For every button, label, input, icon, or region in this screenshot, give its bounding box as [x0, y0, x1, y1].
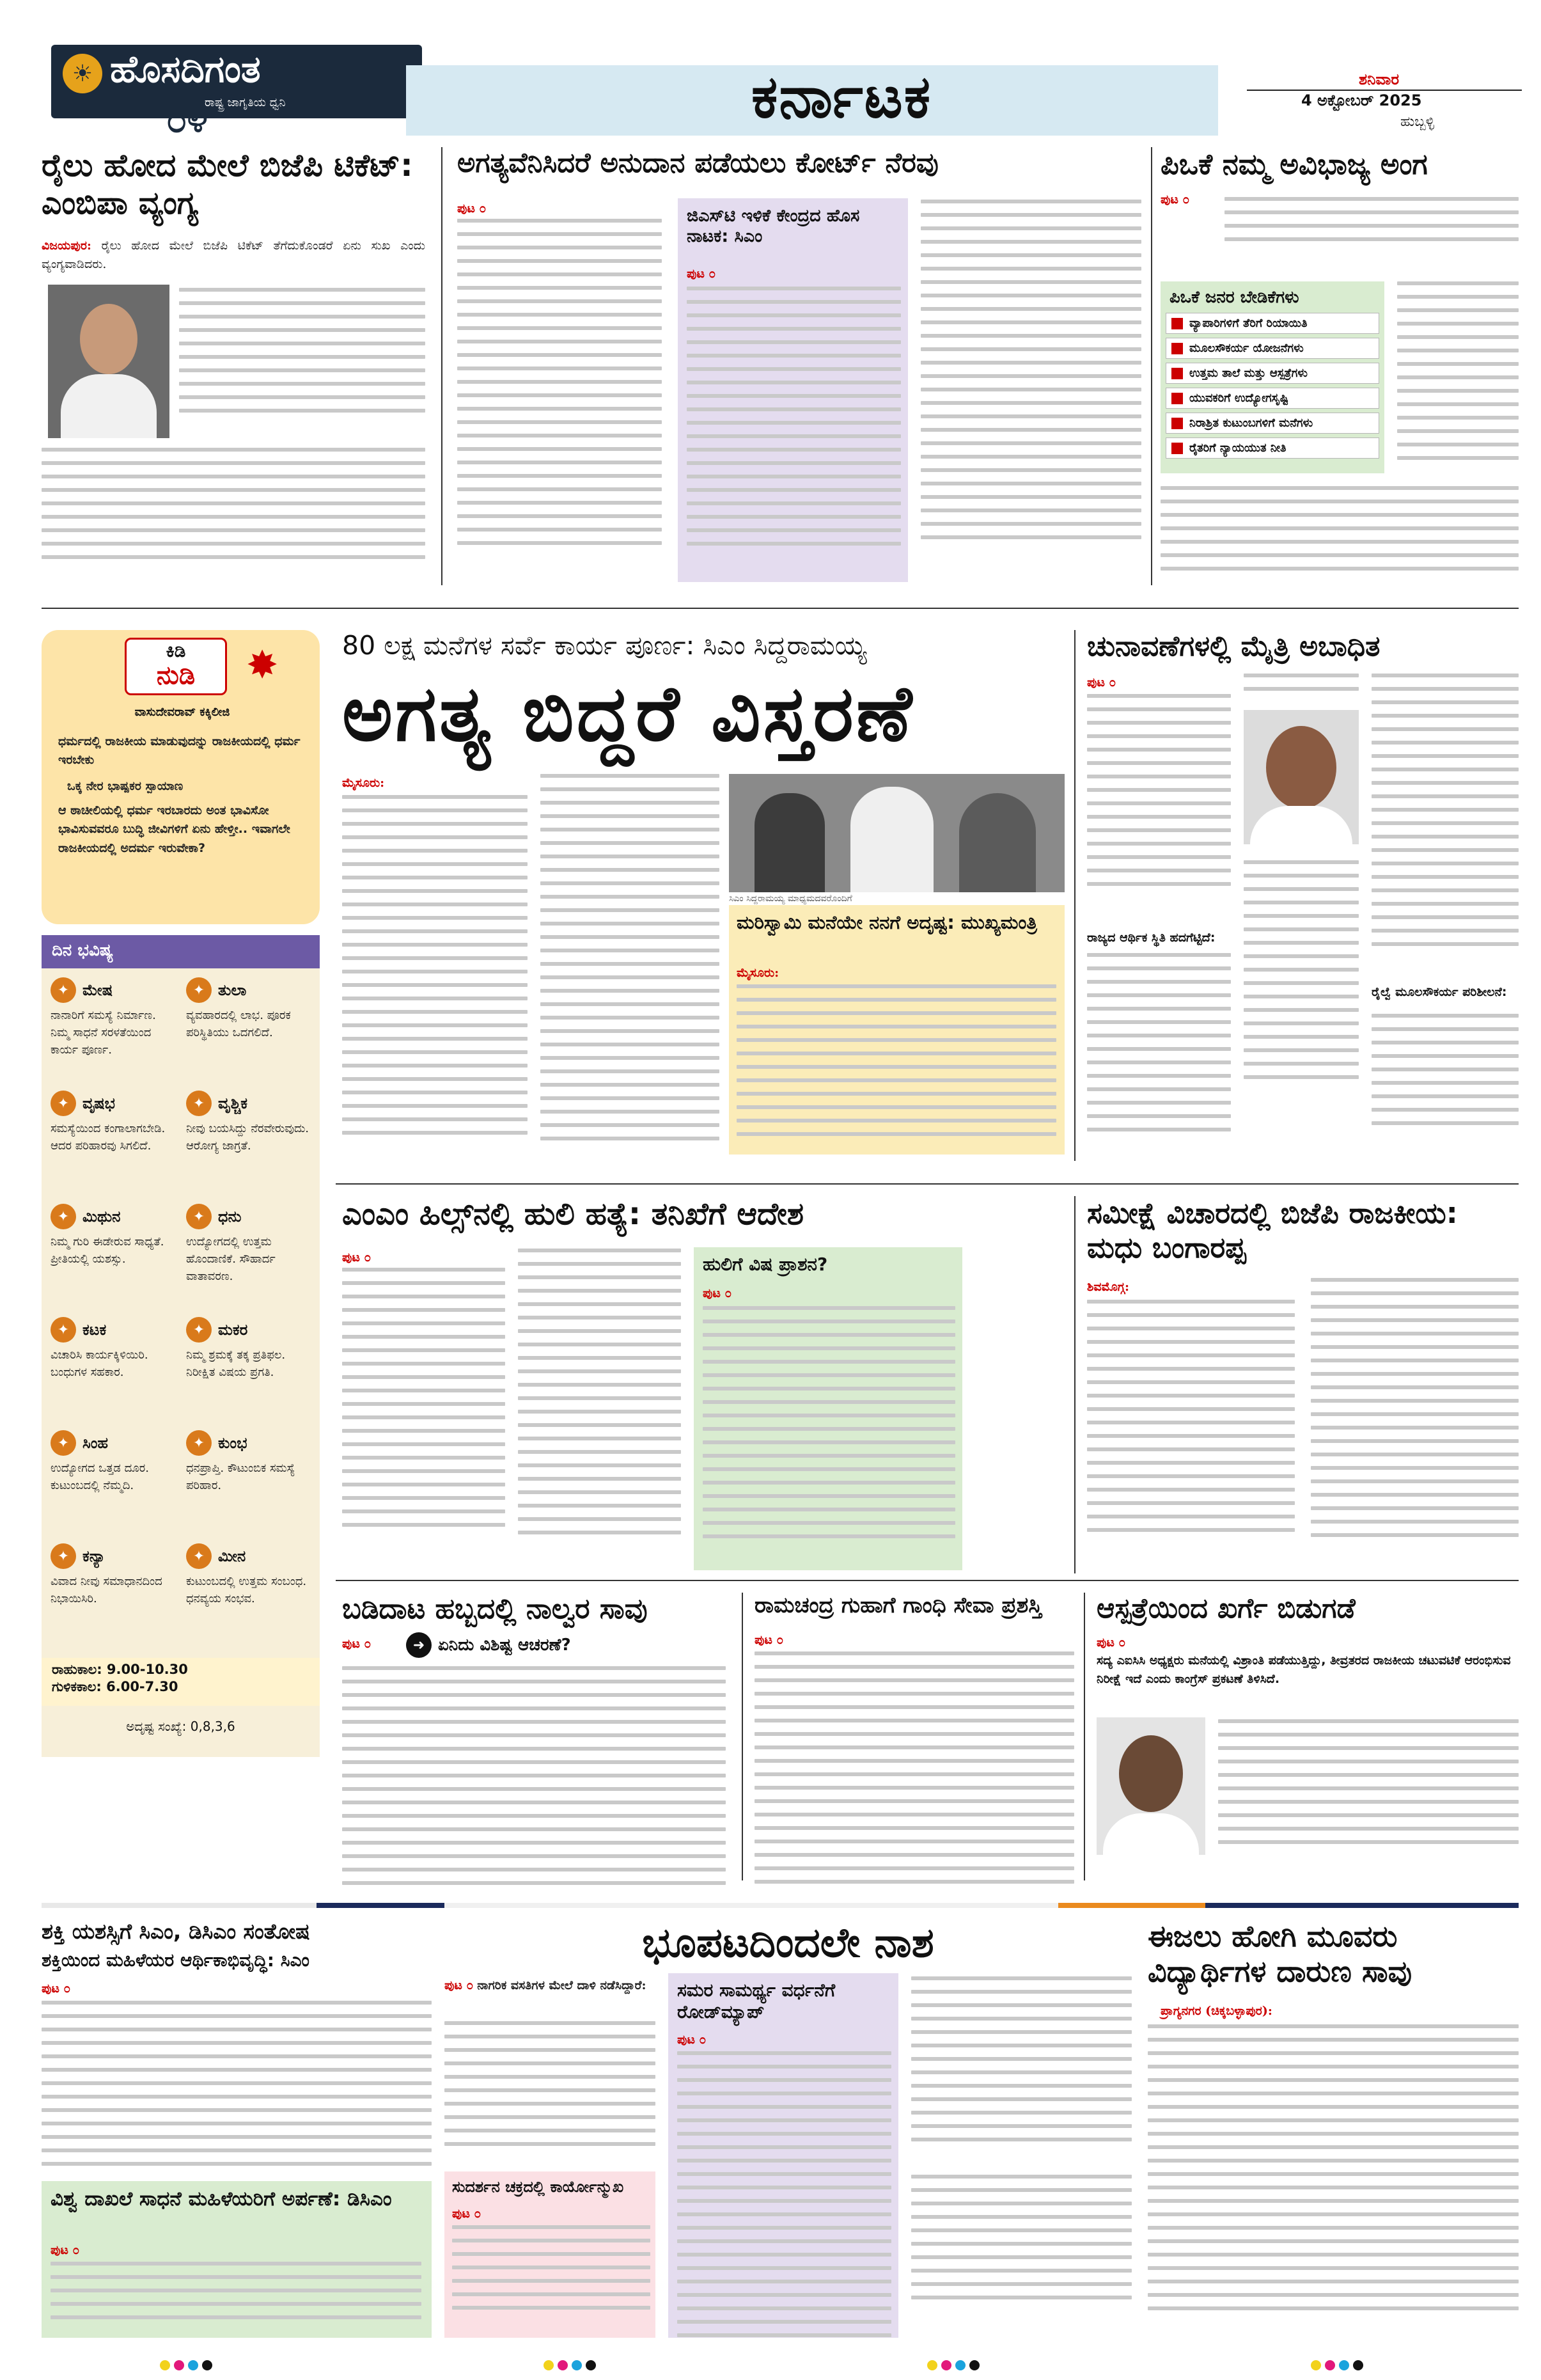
- horoscope-sign-name: ಕಟಕ: [82, 1321, 107, 1339]
- deve-gowda-photo: [1244, 710, 1359, 844]
- registration-marks: [544, 2360, 596, 2370]
- column-rule: [1074, 630, 1076, 1161]
- body-text-lines: [540, 774, 719, 1150]
- registration-marks: [160, 2360, 212, 2370]
- roadmap-headline: ಸಮರ ಸಾಮರ್ಥ್ಯ ವರ್ಧನೆಗೆ ರೋಡ್‌ಮ್ಯಾಪ್: [677, 1980, 836, 2022]
- body-text-lines: [179, 288, 425, 422]
- section-title: ಕರ್ನಾಟಕ: [751, 63, 932, 131]
- body-text-lines: [342, 795, 528, 1144]
- story-women: [42, 1919, 432, 2341]
- horoscope-text: ಸಮಸ್ಯೆಯಿಂದ ಕಂಗಾಲಾಗಬೇಡಿ. ಆದರ ಪರಿಹಾರವು ಸಿಗಲಿದೆ.: [51, 1122, 166, 1153]
- sudarshan-dateline-line: [452, 2205, 481, 2223]
- masthead-rule: [1247, 90, 1522, 91]
- horoscope-entry: [186, 1091, 311, 1195]
- body-text-lines: [518, 1249, 681, 1544]
- story-headline: ಸಮೀಕ್ಷೆ ವಿಚಾರದಲ್ಲಿ ಬಿಜೆಪಿ ರಾಜಕೀಯ: ಮಧು ಬಂಗಾರಪ್ಪ: [1087, 1196, 1458, 1265]
- kidi-author: ವಾಸುದೇವರಾವ್ ಕಕ್ಕಿಲೀಜಿ: [134, 705, 230, 719]
- horoscope-sign: [186, 1317, 311, 1343]
- body-text-lines: [342, 1268, 505, 1536]
- horoscope-title: ದಿನ ಭವಿಷ್ಯ: [52, 941, 114, 960]
- roadmap-text-lines: [677, 2051, 891, 2347]
- horoscope-text: ನಿಮ್ಮ ಗುರಿ ಈಡೇರುವ ಸಾಧ್ಯತೆ. ಪ್ರೀತಿಯಲ್ಲಿ ಯಶಸ್ಸು.: [51, 1235, 164, 1266]
- deaths-sub: [406, 1632, 571, 1658]
- horoscope-sign: [186, 1204, 311, 1229]
- body-text-lines: [42, 2001, 432, 2175]
- sudarshan-box: [444, 2171, 655, 2338]
- kidi-line: ಒಕ್ಕ ನೇರ ಭಾಷ್ಪಕರ ಸ್ಪಾಯಾಣ: [67, 779, 184, 793]
- horoscope-sign: [51, 1543, 175, 1569]
- zodiac-icon: ✦: [51, 1543, 76, 1569]
- story-dateline-line: [342, 1635, 371, 1653]
- photo-face-shape: [1266, 726, 1336, 809]
- demand-item: ನಿರಾಶ್ರಿತ ಕುಟುಂಬಗಳಿಗೆ ಮನೆಗಳು: [1166, 413, 1379, 434]
- poison-box: [694, 1247, 962, 1570]
- kharge-photo: [1097, 1717, 1205, 1855]
- bullet-icon: [1171, 343, 1183, 354]
- story-dateline: ಪುಟ ೦: [42, 1982, 71, 1996]
- zodiac-icon: ✦: [51, 1317, 76, 1343]
- column-rule: [742, 1593, 743, 1880]
- story-dateline: ಪುಟ ೦: [1097, 1635, 1126, 1650]
- horoscope-text: ನಿಮ್ಮ ಶ್ರಮಕ್ಕೆ ತಕ್ಕ ಪ್ರತಿಫಲ. ನಿರೀಕ್ಷಿತ ವಿಷಯ ಪ್ರಗತಿ.: [186, 1348, 286, 1379]
- horoscope-sign-name: ಮೇಷ: [82, 981, 113, 999]
- horoscope-sign: [51, 1204, 175, 1229]
- lead-photo: [729, 774, 1065, 892]
- body-text-lines: [1372, 1014, 1519, 1135]
- color-bar: [317, 1903, 444, 1908]
- roadmap-dateline: ಪುಟ ೦: [677, 2033, 707, 2047]
- photo-people-shape: [850, 787, 934, 892]
- horoscope-entry: [51, 1317, 175, 1421]
- row-rule: [336, 1183, 1519, 1185]
- story-headline: ಆಸ್ಪತ್ರೆಯಿಂದ ಖರ್ಗೆ ಬಿಡುಗಡೆ: [1097, 1593, 1356, 1625]
- horoscope-entry: [186, 1430, 311, 1534]
- photo-caption: ಸಿಎಂ ಸಿದ್ದರಾಮಯ್ಯ ಮಾಧ್ಯಮದವರೊಂದಿಗೆ: [729, 894, 852, 904]
- gst-sidebar: [678, 198, 908, 582]
- horoscope-text: ವಿವಾದ ನೀವು ಸಮಾಧಾನದಿಂದ ನಿಭಾಯಿಸಿರಿ.: [51, 1575, 162, 1605]
- masthead-logo: [51, 45, 422, 118]
- kidi-line: ಆ ಠಾಚೀಲಿಯಲ್ಲಿ ಧರ್ಮ ಇರಬಾರದು ಅಂತ ಭಾವಿಸೋ ಭಾವಿಸುವವರೂ ಬುದ್ಧಿ ಜೀವಿಗಳಿಗೆ ಏನು ಹೇಳ್ತೀ.. ಇವಾಗಲೇ ರಾಜಕೀಯದಲ್ಲಿ ಅದರ್ಮ ಇರುವೇಕಾ?: [58, 803, 290, 855]
- kidi-title-main: ನುಡಿ: [156, 661, 196, 691]
- demand-item: ರೈತರಿಗೆ ನ್ಯಾಯಯುತ ನೀತಿ: [1166, 437, 1379, 459]
- horoscope-text: ಉದ್ಯೋಗದ ಒತ್ತಡ ದೂರ. ಕುಟುಂಬದಲ್ಲಿ ನೆಮ್ಮದಿ.: [51, 1462, 149, 1492]
- horoscope-sign: [186, 1091, 311, 1116]
- lead-sub-dateline-line: [737, 964, 779, 982]
- story-lead-text: ರೈಲು ಹೋದ ಮೇಲೆ ಬಿಜೆಪಿ ಟಿಕೆಟ್ ತೆಗೆದುಕೊಂಡರೆ ಏನು ಸುಖ ಎಂದು ವ್ಯಂಗ್ಯವಾಡಿದರು.: [42, 239, 425, 272]
- horoscope-text: ನಾನಾರಿಗೆ ಸಮಸ್ಯೆ ನಿರ್ಮಾಣ. ನಿಮ್ಮ ಸಾಧನೆ ಸರಳತೆಯಿಂದ ಕಾರ್ಯ ಪೂರ್ಣ.: [51, 1009, 156, 1057]
- body-text-lines: [1161, 486, 1519, 580]
- body-text-lines: [1087, 694, 1231, 895]
- photo-people-shape: [959, 793, 1036, 892]
- story-survey: [1087, 1196, 1519, 1580]
- kidi-title-top: ಕಿಡಿ: [166, 640, 186, 661]
- story-dateline: ಪುಟ ೦: [342, 1250, 372, 1265]
- poison-dateline: ಪುಟ ೦: [703, 1286, 732, 1300]
- photo-people-shape: [755, 793, 825, 892]
- women-box-dateline-line: [51, 2241, 79, 2260]
- horoscope-entry: [186, 977, 311, 1082]
- kidi-nudi-box: [42, 630, 320, 924]
- lead-sub-headline: ಮರಿಸ್ವಾಮಿ ಮನೆಯೇ ನನಗೆ ಅದೃಷ್ಟ: ಮುಖ್ಯಮಂತ್ರಿ: [737, 911, 1037, 933]
- story-tiger: [336, 1196, 1071, 1580]
- horoscope-sign-name: ಮಿಥುನ: [82, 1208, 121, 1225]
- logo-emblem-icon: ☀: [63, 54, 102, 93]
- lead-headline: ಅಗತ್ಯ ಬಿದ್ದರೆ ವಿಸ್ತರಣೆ: [342, 670, 915, 759]
- women-box-headline: ವಿಶ್ವ ದಾಖಲೆ ಸಾಧನೆ ಮಹಿಳೆಯರಿಗೆ ಅರ್ಪಣೆ: ಡಿಸಿಎಂ: [51, 2187, 392, 2211]
- photo-face-shape: [80, 304, 137, 374]
- sidebar-dateline-line: [687, 265, 716, 283]
- body-text-lines: [911, 2175, 1132, 2299]
- sudarshan-text-lines: [452, 2225, 650, 2319]
- body-text-lines: [342, 1666, 726, 1895]
- roadmap-box: [668, 1973, 898, 2338]
- horoscope-sign: [51, 977, 175, 1003]
- page-number: ೦೪: [166, 97, 208, 141]
- map-extra-text: [911, 2175, 1132, 2309]
- horoscope-text: ವ್ಯವಹಾರದಲ್ಲಿ ಲಾಭ. ಪೂರಕ ಪರಿಸ್ಥಿತಿಯು ಒದಗಲಿದೆ.: [186, 1009, 291, 1039]
- story-dateline: ಪುಟ ೦: [755, 1633, 784, 1647]
- story-rail: [42, 147, 425, 588]
- story-dateline-line: [1097, 1634, 1125, 1652]
- zodiac-icon: ✦: [186, 1204, 212, 1229]
- body-text-lines: [1148, 2024, 1519, 2320]
- poison-dateline-line: [703, 1284, 731, 1303]
- zodiac-icon: ✦: [51, 977, 76, 1003]
- horoscope-entry: [51, 1091, 175, 1195]
- bullet-icon: [1171, 368, 1183, 379]
- color-bar: [1205, 1903, 1519, 1908]
- sidebar-dateline: ಪುಟ ೦: [687, 267, 716, 281]
- story-dateline: ಪುಟ ೦: [1087, 675, 1116, 690]
- horoscope-entry: [186, 1204, 311, 1308]
- bullet-icon: [1171, 318, 1183, 329]
- color-bar: [1058, 1903, 1205, 1908]
- story-dateline: ಶಿವಮೊಗ್ಗ:: [1087, 1280, 1130, 1294]
- horoscope-right-column: [186, 977, 311, 1657]
- gulika: ಗುಳಿಕಕಾಲ: 6.00-7.30: [52, 1679, 178, 1694]
- horoscope-text: ಕುಟುಂಬದಲ್ಲಿ ಉತ್ತಮ ಸಂಬಂಧ. ಧನವ್ಯಯ ಸಂಭವ.: [186, 1575, 307, 1605]
- body-text-lines: [1372, 674, 1519, 956]
- body-text-lines: [457, 219, 662, 555]
- horoscope-sign-name: ಮಕರ: [218, 1321, 248, 1339]
- story-dateline-line: [457, 200, 662, 218]
- story-kharge: [1097, 1593, 1519, 1887]
- horoscope-sign: [186, 1430, 311, 1456]
- lucky-number: ಅದೃಷ್ಟ ಸಂಖ್ಯೆ: 0,8,3,6: [126, 1719, 235, 1734]
- kharge-lead: ಸದ್ಯ ಎಐಸಿಸಿ ಅಧ್ಯಕ್ಷರು ಮನೆಯಲ್ಲಿ ವಿಶ್ರಾಂತಿ ಪಡೆಯುತ್ತಿದ್ದು, ತೀವ್ರತರದ ರಾಜಕೀಯ ಚಟುವಟಿಕೆ ಆರಂಭಿಸುವ ನಿರೀಕ್ಷೆ ಇದೆ ಎಂದು ಕಾಂಗ್ರೆಸ್ ಪ್ರಕಟಣೆ ತಿಳಿಸಿದೆ.: [1097, 1653, 1511, 1686]
- story-grants: [457, 147, 1141, 588]
- horoscope-sign-name: ವೃಷಭ: [82, 1094, 115, 1112]
- row-rule: [42, 608, 1519, 609]
- body-text-lines: [1087, 1300, 1295, 1541]
- horoscope-entry: [186, 1317, 311, 1421]
- poison-text-lines: [703, 1306, 955, 1548]
- horoscope-entry: [51, 1430, 175, 1534]
- story-kicker: ಶಕ್ತಿ ಯಶಸ್ಸಿಗೆ ಸಿಎಂ, ಡಿಸಿಎಂ ಸಂತೋಷ: [42, 1919, 310, 1944]
- spark-icon: ✸: [246, 643, 279, 688]
- horoscope-sign-name: ಧನು: [218, 1208, 242, 1225]
- body-text-lines: [911, 1976, 1132, 2151]
- bullet-icon: [1171, 393, 1183, 404]
- story-dateline-line: [342, 1249, 371, 1267]
- lead-sub-dateline: ಮೈಸೂರು:: [737, 966, 779, 980]
- logo-text: ಹೊಸದಿಗಂತ: [110, 47, 261, 91]
- horoscope-entry: [51, 1204, 175, 1308]
- masthead: [32, 26, 1522, 144]
- horoscope-entry: [51, 1543, 175, 1648]
- horoscope-text: ವಿಚಾರಿಸಿ ಕಾರ್ಯಕ್ಕಿಳಿಯಿರಿ. ಬಂಧುಗಳ ಸಹಕಾರ.: [51, 1348, 148, 1379]
- horoscope-text: ಉದ್ಯೋಗದಲ್ಲಿ ಉತ್ತಮ ಹೊಂದಾಣಿಕೆ. ಸೌಹಾರ್ದ ವಾತಾವರಣ.: [186, 1235, 276, 1283]
- horoscope-left-column: [51, 977, 175, 1657]
- lead-kicker: 80 ಲಕ್ಷ ಮನೆಗಳ ಸರ್ವೆ ಕಾರ್ಯ ಪೂರ್ಣ: ಸಿಎಂ ಸಿದ್ದರಾಮಯ್ಯ: [342, 630, 867, 661]
- horoscope-sign: [51, 1317, 175, 1343]
- horoscope-sign-name: ತುಲಾ: [218, 981, 247, 999]
- women-box-dateline: ಪುಟ ೦: [51, 2243, 80, 2257]
- story-headline: ಎಂಎಂ ಹಿಲ್ಸ್‌ನಲ್ಲಿ ಹುಲಿ ಹತ್ಯೆ: ತನಿಖೆಗೆ ಆದೇಶ: [342, 1196, 804, 1232]
- horoscope-text: ಧನಪ್ರಾಪ್ತಿ. ಕೌಟುಂಬಿಕ ಸಮಸ್ಯೆ ಪರಿಹಾರ.: [186, 1462, 295, 1492]
- bullet-icon: [1171, 443, 1183, 454]
- story-headline: ಶಕ್ತಿಯಿಂದ ಮಹಿಳೆಯರ ಆರ್ಥಿಕಾಭಿವೃದ್ಧಿ: ಸಿಎಂ: [42, 1950, 309, 1971]
- horoscope-box: [42, 935, 320, 1757]
- story-headline: ರೈಲು ಹೋದ ಮೇಲೆ ಬಿಜೆಪಿ ಟಿಕೆಟ್: ಎಂಬಿಪಾ ವ್ಯಂಗ್ಯ: [42, 147, 413, 221]
- story-dateline-line: [1161, 191, 1189, 209]
- zodiac-icon: ✦: [51, 1091, 76, 1116]
- zodiac-icon: ✦: [186, 1091, 212, 1116]
- bullet-icon: [1171, 418, 1183, 429]
- sudarshan-dateline: ಪುಟ ೦: [452, 2207, 481, 2221]
- demand-item: ಯುವಕರಿಗೆ ಉದ್ಯೋಗಸೃಷ್ಟಿ: [1166, 388, 1379, 409]
- body-text-lines: [1244, 860, 1359, 1089]
- kidi-title: [125, 638, 227, 695]
- horoscope-sign: [186, 977, 311, 1003]
- sudarshan-headline: ಸುದರ್ಶನ ಚಕ್ರದಲ್ಲಿ ಕಾರ್ಯೋನ್ಮುಖ: [452, 2178, 624, 2196]
- poison-box-title: ಹುಲಿಗೆ ವಿಷ ಪ್ರಾಶನ?: [703, 1254, 828, 1275]
- horoscope-entry: [186, 1543, 311, 1648]
- story-dateline-line: [1087, 674, 1116, 692]
- horoscope-sign: [51, 1091, 175, 1116]
- horoscope-title-bar: [42, 935, 320, 968]
- horoscope-sign: [186, 1543, 311, 1569]
- body-text-lines: [1244, 674, 1359, 700]
- body-text-lines: [1311, 1278, 1519, 1547]
- photo-body-shape: [1103, 1813, 1199, 1855]
- lead-sub-box: [729, 905, 1065, 1155]
- story-dateline: ಪುಟ ೦: [342, 1637, 372, 1651]
- alliance-sub1: ರಾಜ್ಯದ ಆರ್ಥಿಕ ಸ್ಥಿತಿ ಹದಗೆಟ್ಟಿದೆ:: [1087, 931, 1216, 945]
- date-city: ಹುಬ್ಬಳ್ಳಿ: [1400, 114, 1435, 130]
- story-headline: ಪಿಒಕೆ ನಮ್ಮ ಅವಿಭಾಜ್ಯ ಅಂಗ: [1161, 147, 1428, 181]
- body-text-lines: [1397, 281, 1519, 469]
- horoscope-sign-name: ಸಿಂಹ: [82, 1434, 109, 1452]
- women-box: [42, 2181, 432, 2338]
- story-dateline-line: [42, 1980, 70, 1998]
- story-lead-bold: ನಾಗರಿಕ ವಸತಿಗಳ ಮೇಲೆ ದಾಳಿ ನಡೆಸಿದ್ದಾರೆ:: [477, 1978, 646, 1992]
- horoscope-sign: [51, 1430, 175, 1456]
- story-headline: ಚುನಾವಣೆಗಳಲ್ಲಿ ಮೈತ್ರಿ ಅಬಾಧಿತ: [1087, 630, 1381, 663]
- column-rule: [1151, 147, 1152, 585]
- alliance-sub2: ರೈಲ್ವೆ ಮೂಲಸೌಕರ್ಯ ಪರಿಶೀಲನೆ:: [1372, 985, 1507, 999]
- column-rule: [441, 147, 442, 585]
- lead-dateline: ಮೈಸೂರು:: [342, 776, 385, 790]
- photo-face-shape: [1119, 1735, 1183, 1812]
- photo-body-shape: [1250, 806, 1352, 844]
- zodiac-icon: ✦: [186, 1317, 212, 1343]
- zodiac-icon: ✦: [51, 1204, 76, 1229]
- body-text-lines: [1087, 953, 1231, 1141]
- demands-box-title: ಪಿಒಕೆ ಜನರ ಬೇಡಿಕೆಗಳು: [1169, 288, 1299, 307]
- registration-marks: [927, 2360, 980, 2370]
- women-box-text-lines: [51, 2262, 421, 2329]
- color-bar: [42, 1903, 317, 1908]
- horoscope-entry: [51, 977, 175, 1082]
- story-headline: ರಾಮಚಂದ್ರ ಗುಹಾಗೆ ಗಾಂಧಿ ಸೇವಾ ಪ್ರಶಸ್ತಿ: [755, 1593, 1042, 1618]
- story-dateline-line: [755, 1631, 783, 1650]
- demand-item: ವ್ಯಾಪಾರಿಗಳಿಗೆ ತೆರಿಗೆ ರಿಯಾಯಿತಿ: [1166, 313, 1379, 334]
- story-dateline: ಪುಟ ೦: [457, 201, 487, 216]
- horoscope-sign-name: ಕನ್ಯಾ: [82, 1547, 106, 1565]
- horoscope-sign-name: ವೃಶ್ಚಿಕ: [218, 1094, 248, 1112]
- zodiac-icon: ✦: [186, 1543, 212, 1569]
- story-dateline: ಪುಟ ೦: [444, 1978, 474, 1992]
- story-lead: [42, 237, 425, 274]
- story-dateline: ವಿಜಯಪುರ:: [42, 239, 91, 253]
- horoscope-sign-name: ಮೀನ: [218, 1547, 246, 1565]
- story-map: [444, 1919, 1132, 2341]
- horoscope-text: ನೀವು ಬಯಸಿದ್ದು ನೆರವೇರುವುದು. ಆರೋಗ್ಯ ಜಾಗ್ರತೆ.: [186, 1122, 309, 1153]
- color-bar: [444, 1903, 1058, 1908]
- sidebar-text-lines: [687, 287, 901, 555]
- body-text-lines: [1224, 197, 1519, 251]
- deaths-sub-text: ಏನಿದು ವಿಶಿಷ್ಟ ಆಚರಣೆ?: [438, 1635, 571, 1655]
- body-text-lines: [921, 200, 1141, 549]
- story-dateline-line: [1161, 2002, 1272, 2021]
- logo-tagline: ರಾಷ್ಟ್ರ ಜಾಗೃತಿಯ ಧ್ವನಿ: [205, 96, 286, 109]
- story-award: [755, 1593, 1074, 1887]
- row-rule: [336, 1580, 1519, 1581]
- column-rule: [1074, 1196, 1076, 1573]
- demand-item: ಮೂಲಸೌಕರ್ಯ ಯೋಜನೆಗಳು: [1166, 338, 1379, 359]
- roadmap-dateline-line: [677, 2031, 706, 2049]
- story-pok: [1161, 147, 1519, 588]
- body-text-lines: [42, 448, 425, 569]
- lead-story: [336, 630, 1071, 1167]
- body-text-lines: [1218, 1719, 1519, 1854]
- sidebar-title: ಜಿಎಸ್‌ಟಿ ಇಳಿಕೆ ಕೇಂದ್ರದ ಹೊಸ ನಾಟಕ: ಸಿಎಂ: [687, 206, 860, 247]
- story-dateline: ಪ್ರಾಗ್ಯನಗರ (ಚಿಕ್ಕಬಳ್ಳಾಪುರ):: [1161, 2004, 1272, 2018]
- horoscope-sign-name: ಕುಂಭ: [218, 1434, 247, 1452]
- body-text-lines: [755, 1651, 1074, 1893]
- timings-box: [42, 1658, 320, 1706]
- story-deaths: [336, 1593, 732, 1887]
- story-headline: ಅಗತ್ಯವೆನಿಸಿದರೆ ಅನುದಾನ ಪಡೆಯಲು ಕೋರ್ಟ್ ನೆರವು: [457, 147, 939, 179]
- story-headline: ಬಡಿದಾಟ ಹಬ್ಬದಲ್ಲಿ ನಾಲ್ವರ ಸಾವು: [342, 1593, 648, 1625]
- story-alliance: [1087, 630, 1519, 1167]
- arrow-icon: ➜: [406, 1632, 432, 1658]
- lead-dateline-line: [342, 774, 384, 792]
- zodiac-icon: ✦: [186, 977, 212, 1003]
- column-rule: [1084, 1593, 1085, 1880]
- date-full: 4 ಅಕ್ಟೋಬರ್ 2025: [1301, 91, 1422, 109]
- zodiac-icon: ✦: [51, 1430, 76, 1456]
- registration-marks: [1311, 2360, 1363, 2370]
- story-dateline-line: [1087, 1278, 1129, 1296]
- demands-box: [1161, 281, 1384, 473]
- story-lead-line: [444, 1976, 655, 1995]
- kidi-line: ಧರ್ಮದಲ್ಲಿ ರಾಜಕೀಯ ಮಾಡುವುದನ್ನು ರಾಜಕೀಯದಲ್ಲಿ ಧರ್ಮ ಇರಬೇಕು: [58, 734, 301, 767]
- photo-body-shape: [61, 374, 157, 438]
- body-text-lines: [444, 2021, 655, 2155]
- zodiac-icon: ✦: [186, 1430, 212, 1456]
- story-drown: [1148, 1919, 1519, 2341]
- demand-item: ಉತ್ತಮ ತಾಲೆ ಮತ್ತು ಆಸ್ಪತ್ರೆಗಳು: [1166, 363, 1379, 384]
- lead-sub-text-lines: [737, 984, 1056, 1146]
- politician-photo: [48, 285, 169, 438]
- story-dateline: ಪುಟ ೦: [1161, 193, 1190, 207]
- story-headline: ಈಜಲು ಹೋಗಿ ಮೂವರು ವಿದ್ಯಾರ್ಥಿಗಳ ದಾರುಣ ಸಾವು: [1148, 1919, 1412, 1989]
- story-headline: ಭೂಪಟದಿಂದಲೇ ನಾಶ: [642, 1919, 934, 1967]
- rahukala: ರಾಹುಕಾಲ: 9.00-10.30: [52, 1662, 188, 1677]
- date-day: ಶನಿವಾರ: [1359, 70, 1400, 88]
